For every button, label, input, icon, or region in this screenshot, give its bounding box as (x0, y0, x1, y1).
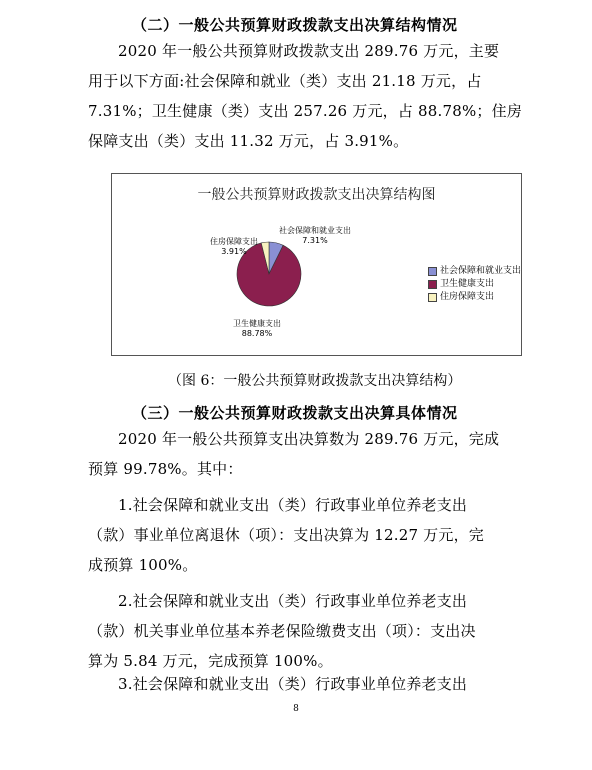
legend-item-housing (428, 291, 521, 304)
section3-line-6: 2.社会保障和就业支出（类）行政事业单位养老支出 (118, 592, 468, 610)
slice-label-social-pct: 7.31% (302, 236, 328, 245)
slice-label-housing-name: 住房保障支出 (210, 237, 258, 246)
section3-line-4: （款）事业单位离退休（项）：支出决算为 12.27 万元，完 (88, 526, 484, 544)
page-number: 8 (293, 704, 299, 714)
legend-label-health: 卫生健康支出 (440, 279, 495, 289)
legend-label-social: 社会保障和就业支出 (440, 266, 522, 276)
slice-label-health-name: 卫生健康支出 (233, 319, 281, 328)
legend-swatch-social (428, 267, 437, 276)
section3-line-8: 算为 5.84 万元，完成预算 100%。 (88, 652, 333, 670)
section3-heading: （三）一般公共预算财政拨款支出决算具体情况 (132, 404, 458, 422)
legend-swatch-health (428, 280, 437, 289)
section3-line-5: 成预算 100%。 (88, 556, 198, 574)
pie-chart (111, 173, 522, 356)
chart-legend (428, 265, 521, 304)
section3-line-1: 2020 年一般公共预算支出决算数为 289.76 万元，完成 (118, 430, 500, 448)
figure-caption: （图 6：一般公共预算财政拨款支出决算结构） (168, 373, 462, 389)
legend-swatch-housing (428, 293, 437, 302)
slice-label-social-name: 社会保障和就业支出 (279, 226, 351, 235)
slice-label-health-pct: 88.78% (241, 329, 273, 338)
legend-label-housing: 住房保障支出 (440, 292, 495, 302)
legend-item-health (428, 278, 521, 291)
section3-line-7: （款）机关事业单位基本养老保险缴费支出（项）：支出决 (88, 622, 476, 640)
slice-label-health (212, 319, 302, 339)
section2-line-4: 保障支出（类）支出 11.32 万元，占 3.91%。 (88, 132, 409, 150)
section2-line-3: 7.31%；卫生健康（类）支出 257.26 万元，占 88.78%；住房 (88, 102, 523, 120)
section3-line-9: 3.社会保障和就业支出（类）行政事业单位养老支出 (118, 675, 468, 693)
section3-line-3: 1.社会保障和就业支出（类）行政事业单位养老支出 (118, 496, 468, 514)
legend-item-social (428, 265, 521, 278)
section2-heading: （二）一般公共预算财政拨款支出决算结构情况 (132, 16, 458, 34)
section3-line-2: 预算 99.78%。其中： (88, 460, 243, 478)
chart-title: 一般公共预算财政拨款支出决算结构图 (197, 187, 436, 203)
slice-label-housing (204, 237, 264, 257)
slice-label-social (260, 226, 370, 246)
slice-label-housing-pct: 3.91% (221, 247, 247, 256)
section2-line-2: 用于以下方面:社会保障和就业（类）支出 21.18 万元，占 (88, 72, 482, 90)
section2-line-1: 2020 年一般公共预算财政拨款支出 289.76 万元，主要 (118, 42, 500, 60)
